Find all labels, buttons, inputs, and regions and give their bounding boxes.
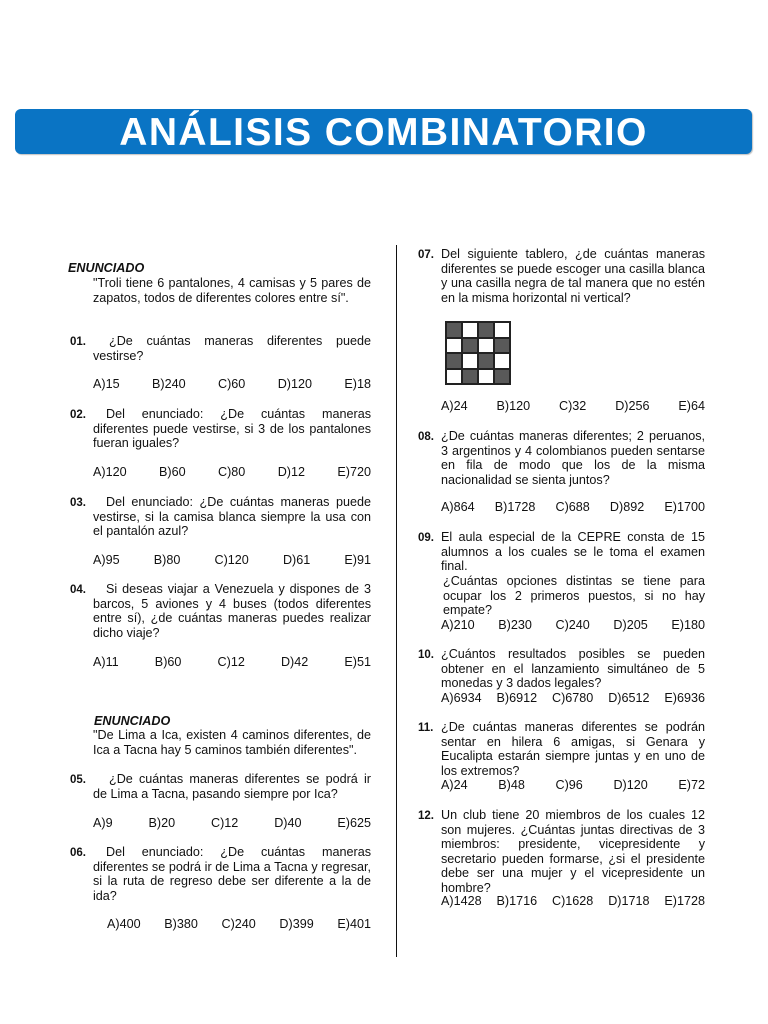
- option-b: B)80: [153, 553, 181, 567]
- enunciado-heading-2: ENUNCIADO: [94, 714, 171, 728]
- question-09-number: 09.: [418, 532, 434, 544]
- board-cell-black: [446, 322, 462, 338]
- board-cell-white: [494, 322, 510, 338]
- option-b: B)230: [498, 618, 532, 632]
- question-08-text: ¿De cuántas maneras diferentes; 2 peruanos, 3 argentinos y 4 colombianos pueden sentarse en fila de modo que los de la misma nacionalidad se sienta juntos?: [441, 429, 705, 487]
- option-b: B)48: [498, 778, 525, 792]
- question-03-options: [93, 553, 371, 568]
- option-b: B)6912: [496, 691, 538, 705]
- option-e: E)64: [678, 399, 705, 413]
- question-01-text: ¿De cuántas maneras diferentes puede vestirse?: [93, 334, 371, 363]
- question-08-number: 08.: [418, 431, 434, 443]
- title-banner: [15, 109, 752, 154]
- option-c: C)12: [217, 655, 245, 669]
- question-02-text: Del enunciado: ¿De cuántas maneras diferentes puede vestirse, si 3 de los pantalones fueran iguales?: [93, 407, 371, 451]
- question-11-number: 11.: [418, 722, 434, 734]
- option-d: D)40: [274, 816, 302, 830]
- board-cell-white: [494, 353, 510, 369]
- page-title: ANÁLISIS COMBINATORIO: [119, 111, 648, 154]
- option-d: D)120: [613, 778, 648, 792]
- question-09-text: El aula especial de la CEPRE consta de 15 alumnos a los cuales se le toma el examen final.: [441, 530, 705, 574]
- enunciado-text-1: "Troli tiene 6 pantalones, 4 camisas y 5 pares de zapatos, todos de diferentes colores entre sí".: [93, 276, 371, 305]
- option-d: D)6512: [608, 691, 650, 705]
- question-07-number: 07.: [418, 249, 434, 261]
- option-c: C)688: [555, 500, 590, 514]
- option-d: D)120: [277, 377, 312, 391]
- option-a: A)9: [93, 816, 113, 830]
- option-c: C)96: [555, 778, 583, 792]
- checkerboard: [445, 321, 511, 385]
- question-12-number: 12.: [418, 810, 434, 822]
- question-04-options: [93, 655, 371, 670]
- option-c: C)60: [218, 377, 246, 391]
- question-03-text: Del enunciado: ¿De cuántas maneras puede vestirse, si la camisa blanca siempre la usa con el pantalón azul?: [93, 495, 371, 539]
- question-02-options: [93, 465, 371, 480]
- option-d: D)892: [609, 500, 645, 514]
- option-c: C)32: [559, 399, 587, 413]
- board-cell-black: [446, 353, 462, 369]
- option-c: C)80: [218, 465, 246, 479]
- question-05-text: ¿De cuántas maneras diferentes se podrá ir de Lima a Tacna, pasando siempre por Ica?: [93, 772, 371, 801]
- option-e: E)72: [678, 778, 705, 792]
- option-e: E)720: [337, 465, 371, 479]
- option-a: A)15: [93, 377, 120, 391]
- question-09-options: [441, 618, 705, 633]
- question-11-text: ¿De cuántas maneras diferentes se podrán sentar en hilera 6 amigas, si Genara y Eucalipta estarán siempre juntas y en uno de los extremos?: [441, 720, 705, 778]
- option-c: C)12: [211, 816, 239, 830]
- option-d: D)205: [613, 618, 648, 632]
- option-d: D)399: [279, 917, 314, 931]
- option-d: D)42: [280, 655, 309, 669]
- option-b: B)20: [148, 816, 176, 830]
- option-a: A)864: [441, 500, 475, 514]
- enunciado-text-2: "De Lima a Ica, existen 4 caminos diferentes, de Ica a Tacna hay 5 caminos también diferentes".: [93, 728, 371, 757]
- option-e: E)180: [671, 618, 705, 632]
- board-cell-white: [478, 369, 494, 385]
- option-e: E)625: [337, 816, 371, 830]
- option-c: C)240: [221, 917, 256, 931]
- option-e: E)1700: [664, 500, 705, 514]
- board-cell-white: [462, 353, 478, 369]
- question-02-number: 02.: [70, 409, 86, 421]
- option-c: C)240: [555, 618, 590, 632]
- enunciado-heading-1: ENUNCIADO: [68, 261, 145, 275]
- question-09-text-2: ¿Cuántas opciones distintas se tiene para ocupar los 2 primeros puestos, si no hay empate?: [443, 574, 705, 618]
- option-a: A)24: [441, 399, 468, 413]
- question-10-options: [441, 691, 705, 706]
- question-07-text: Del siguiente tablero, ¿de cuántas maneras diferentes se puede escoger una casilla blanca y una casilla negra de tal manera que no estén en la misma horizontal ni vertical?: [441, 247, 705, 305]
- board-cell-black: [462, 369, 478, 385]
- option-c: C)1628: [552, 894, 594, 908]
- option-e: E)91: [344, 553, 371, 567]
- option-d: D)1718: [608, 894, 650, 908]
- option-b: B)380: [164, 917, 198, 931]
- option-e: E)1728: [664, 894, 705, 908]
- option-e: E)6936: [664, 691, 705, 705]
- option-a: A)11: [93, 655, 119, 669]
- option-a: A)24: [441, 778, 468, 792]
- option-a: A)6934: [441, 691, 482, 705]
- question-04-text: Si deseas viajar a Venezuela y dispones de 3 barcos, 5 aviones y 4 buses (todos diferentes entre sí), ¿de cuántas maneras puedes realizar dicho viaje?: [93, 582, 371, 640]
- option-b: B)1728: [494, 500, 536, 514]
- question-07-options: [441, 399, 705, 414]
- option-e: E)51: [344, 655, 371, 669]
- option-b: B)60: [154, 655, 182, 669]
- board-cell-black: [494, 338, 510, 354]
- question-06-text: Del enunciado: ¿De cuántas maneras diferentes se podrá ir de Lima a Tacna y regresar, si la ruta de regreso debe ser diferente a la de ida?: [93, 845, 371, 903]
- question-12-text: Un club tiene 20 miembros de los cuales 12 son mujeres. ¿Cuántas juntas directivas de 3 miembros: presidente, vicepresidente y secretario pueden formarse, ¿si el presidente debe ser una mujer y el vicepresidente un hombre?: [441, 808, 705, 895]
- board-cell-white: [462, 322, 478, 338]
- option-a: A)210: [441, 618, 475, 632]
- option-a: A)1428: [441, 894, 482, 908]
- option-b: B)60: [159, 465, 186, 479]
- option-a: A)95: [93, 553, 120, 567]
- option-b: B)240: [152, 377, 186, 391]
- question-03-number: 03.: [70, 497, 86, 509]
- option-d: D)12: [277, 465, 305, 479]
- board-cell-white: [446, 369, 462, 385]
- question-08-options: [441, 500, 705, 515]
- option-c: C)120: [214, 553, 249, 567]
- option-e: E)401: [337, 917, 371, 931]
- question-05-number: 05.: [70, 774, 86, 786]
- option-a: A)400: [107, 917, 141, 931]
- question-12-options: [441, 894, 705, 909]
- question-01-number: 01.: [70, 336, 86, 348]
- board-cell-black: [478, 322, 494, 338]
- board-cell-white: [478, 338, 494, 354]
- option-b: B)120: [496, 399, 531, 413]
- option-c: C)6780: [552, 691, 594, 705]
- board-cell-black: [478, 353, 494, 369]
- question-10-text: ¿Cuántos resultados posibles se pueden obtener en el lanzamiento simultáneo de 5 monedas y 3 dados legales?: [441, 647, 705, 691]
- option-a: A)120: [93, 465, 127, 479]
- column-divider: [396, 245, 397, 957]
- board-cell-white: [446, 338, 462, 354]
- question-06-options: [107, 917, 371, 932]
- question-10-number: 10.: [418, 649, 434, 661]
- board-cell-black: [494, 369, 510, 385]
- question-06-number: 06.: [70, 847, 86, 859]
- question-01-options: [93, 377, 371, 392]
- option-d: D)61: [282, 553, 311, 567]
- question-11-options: [441, 778, 705, 793]
- option-e: E)18: [344, 377, 371, 391]
- option-d: D)256: [615, 399, 650, 413]
- question-04-number: 04.: [70, 584, 86, 596]
- board-cell-black: [462, 338, 478, 354]
- option-b: B)1716: [496, 894, 538, 908]
- question-05-options: [93, 816, 371, 831]
